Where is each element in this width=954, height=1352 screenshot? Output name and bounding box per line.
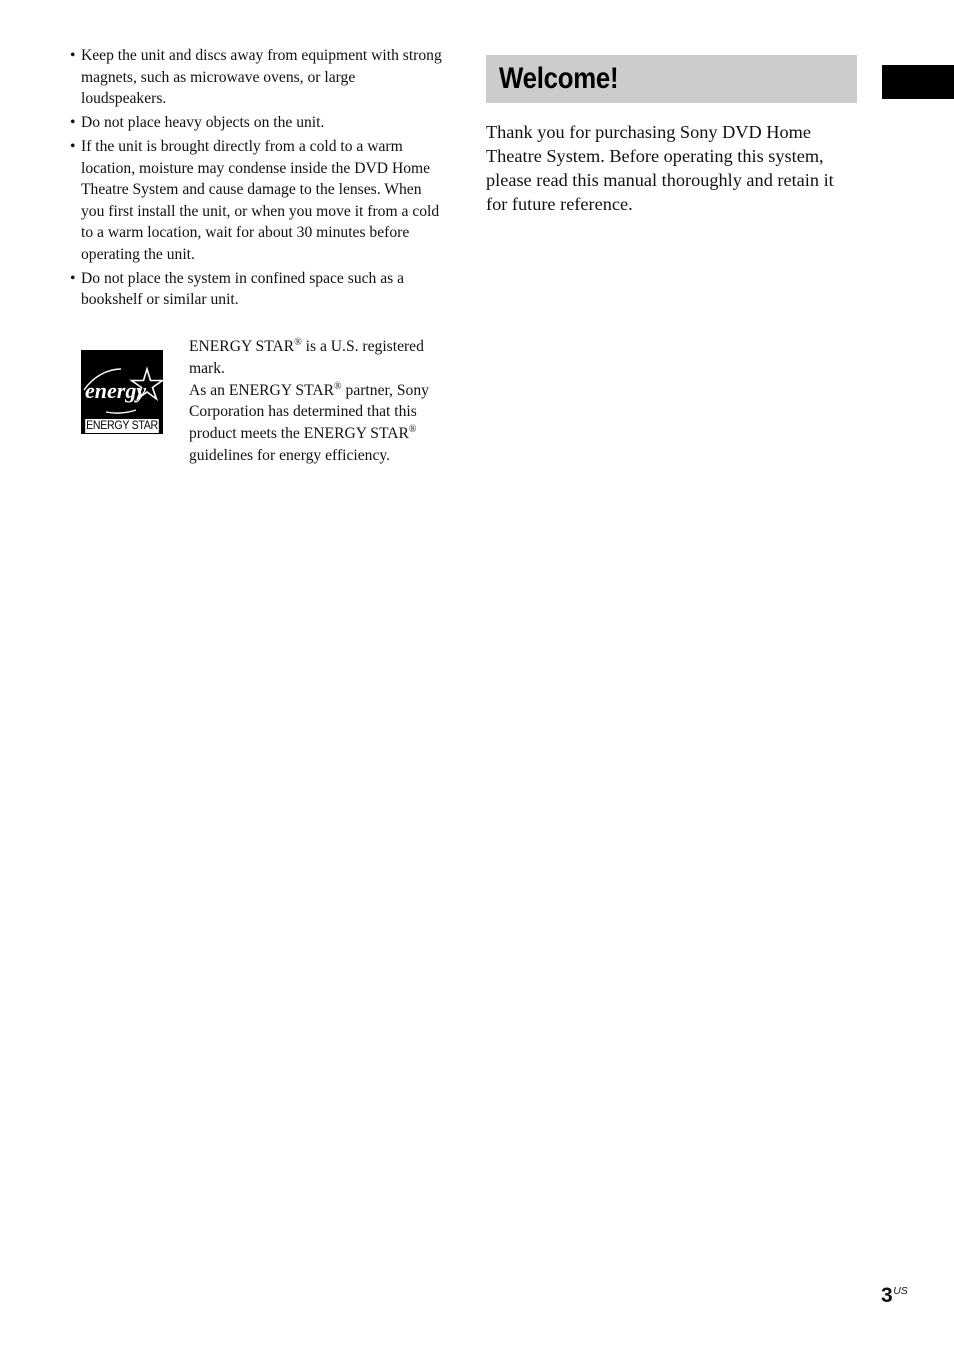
page-number-suffix: US [893, 1285, 908, 1297]
energy-star-partner-note [189, 380, 445, 467]
text-span: guidelines for energy efficiency. [189, 446, 391, 464]
page-title: Welcome! [499, 62, 619, 95]
list-item [70, 136, 442, 265]
energy-star-statement [189, 336, 445, 467]
registered-mark: ® [294, 337, 302, 348]
registered-mark: ® [408, 424, 417, 436]
page-number [881, 1284, 908, 1308]
bullet-marker: • [70, 47, 76, 64]
list-item-text: Do not place heavy objects on the unit. [81, 114, 325, 131]
energy-star-logo-label: ENERGY STAR [86, 420, 158, 432]
list-item [70, 45, 442, 110]
list-item-text: Do not place the system in confined space such as a bookshelf or similar unit. [81, 269, 405, 308]
bullet-marker: • [70, 114, 76, 131]
text-span: is a U.S. registered mark. [189, 338, 424, 377]
energy-star-emblem-icon [81, 350, 163, 420]
bullet-marker: • [70, 269, 76, 287]
welcome-title-bar [486, 55, 857, 103]
text-span: partner, Sony Corporation has determined that this product meets the ENERGY STAR [189, 381, 429, 443]
bullet-marker: • [70, 138, 76, 155]
list-item [70, 112, 442, 134]
list-item [70, 268, 442, 311]
page-number-value: 3 [881, 1284, 893, 1307]
energy-script-text: energy [85, 378, 147, 403]
energy-star-trademark-note [189, 336, 445, 380]
list-item-text: If the unit is brought directly from a cold to a warm location, moisture may condense inside the DVD Home Theatre System and cause damage to the lenses. When you first install the unit, or when you move it from a cold to a warm location, wait for about 30 minutes before operating the unit. [81, 138, 440, 263]
text-span: ENERGY STAR [189, 338, 295, 355]
list-item-text: Keep the unit and discs away from equipment with strong magnets, such as microwave ovens, or large loudspeakers. [81, 47, 442, 107]
section-tab-marker [882, 65, 954, 99]
welcome-body-text: Thank you for purchasing Sony DVD Home Theatre System. Before operating this system, please read this manual thoroughly and retain it for future reference. [486, 122, 834, 214]
registered-mark: ® [334, 380, 342, 392]
precautions-column [70, 45, 442, 313]
text-span: As an ENERGY STAR [189, 381, 335, 399]
precautions-list [70, 45, 442, 311]
energy-star-logo [81, 350, 163, 434]
